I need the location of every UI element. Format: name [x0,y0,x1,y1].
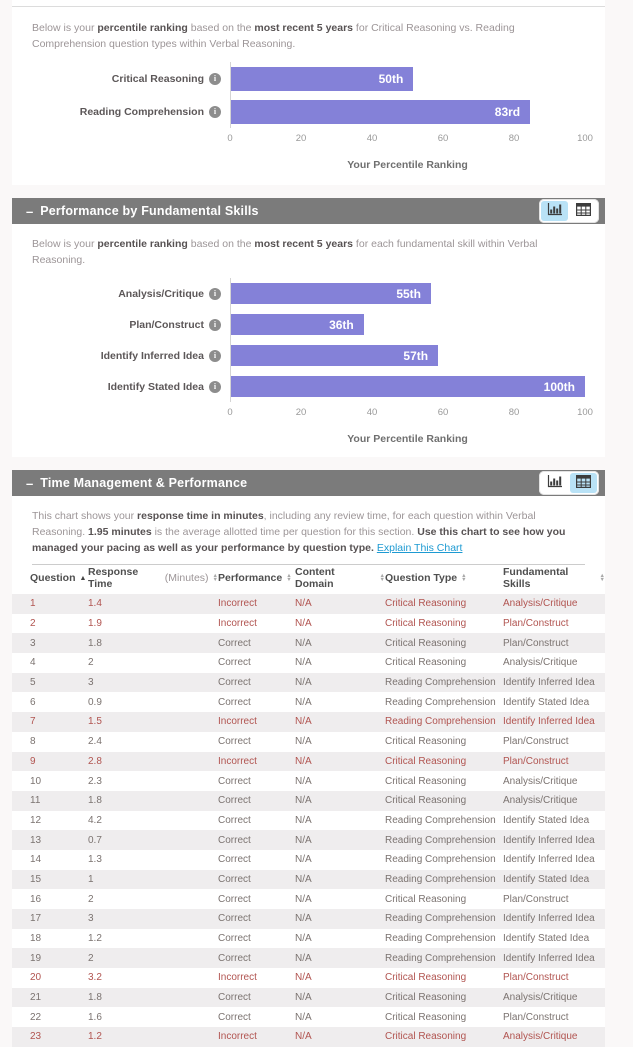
table-cell: N/A [295,834,312,846]
x-axis-tick-label: 60 [437,407,449,418]
table-row [12,889,605,909]
table-cell: Correct [218,637,251,649]
description-text: Below is your [32,22,98,34]
chart-bar-track [230,371,585,402]
table-cell: Correct [218,795,251,807]
chart-bar-track [230,309,585,340]
x-axis-tick-label: 20 [295,133,307,144]
table-cell: N/A [295,972,312,984]
table-cell: 19 [30,952,42,964]
info-icon[interactable]: i [209,106,221,118]
table-cell: 2 [88,952,94,964]
x-axis-tick-label: 100 [577,407,593,418]
bar-chart-icon [547,475,562,491]
column-header-unit: (Minutes) [164,572,209,584]
chart-bar-value-label: 83rd [494,104,521,119]
table-icon [576,203,591,219]
description-text: for each fundamental skill within Verbal Reasoning. [32,238,538,266]
table-cell: Identify Inferred Idea [503,913,595,925]
x-axis-tick-label: 80 [508,407,520,418]
table-cell: N/A [295,696,312,708]
chart-bar [231,314,364,335]
chart-bar [231,100,530,124]
table-cell: 1.5 [88,716,102,728]
table-cell: Analysis/Critique [503,992,578,1004]
table-cell: 1.3 [88,854,102,866]
table-cell: 11 [30,795,41,807]
table-cell: Critical Reasoning [385,657,467,669]
table-cell: Identify Inferred Idea [503,716,595,728]
table-cell: Reading Comprehension [385,933,496,945]
table-cell: Correct [218,913,251,925]
description-text: for Critical Reasoning vs. Reading Comprehension question types within Verbal Reasoning. [32,22,515,50]
column-header-fundamental-skills[interactable] [503,566,605,590]
chart-category [32,62,230,95]
table-cell: Analysis/Critique [503,1031,578,1043]
chart-bar-value-label: 100th [543,379,575,394]
table-cell: N/A [295,1011,312,1023]
table-cell: N/A [295,795,312,807]
info-icon[interactable]: i [209,288,221,300]
table-cell: N/A [295,1031,312,1043]
table-row [12,870,605,890]
table-cell: Critical Reasoning [385,992,467,1004]
x-axis-tick-label: 80 [508,133,520,144]
column-header-content-domain[interactable] [295,566,385,590]
table-row [12,692,605,712]
table-row [12,712,605,732]
table-cell: Reading Comprehension [385,834,496,846]
table-cell: N/A [295,755,312,767]
table-row [12,988,605,1008]
chart-bar-value-label: 50th [378,71,404,86]
description-bold-text: percentile ranking [97,238,188,250]
table-cell: 16 [30,893,42,905]
table-cell: Reading Comprehension [385,913,496,925]
table-cell: Plan/Construct [503,893,569,905]
table-cell: N/A [295,637,312,649]
table-row [12,929,605,949]
table-cell: Plan/Construct [503,1011,569,1023]
table-cell: Identify Stated Idea [503,933,590,945]
table-row [12,594,605,614]
info-icon[interactable]: i [209,319,221,331]
chart-bar [231,376,585,397]
table-row [12,771,605,791]
table-cell: N/A [295,598,312,610]
sort-icon: ▲ ▼ [212,572,218,583]
table-cell: Critical Reasoning [385,775,467,787]
table-cell: Incorrect [218,716,257,728]
chart-bar [231,345,438,366]
table-cell: Critical Reasoning [385,1031,467,1043]
table-cell: 0.9 [88,696,102,708]
collapse-icon[interactable]: – [26,203,34,219]
table-cell: 3 [30,637,36,649]
table-cell: 1.6 [88,1011,102,1023]
table-cell: Correct [218,657,251,669]
sort-icon: ▲ ▼ [379,572,385,583]
table-row [12,968,605,988]
table-cell: Plan/Construct [503,618,569,630]
description-text: based on the [187,22,255,34]
question-types-description [32,20,585,52]
chart-x-axis-label: Your Percentile Ranking [347,159,468,171]
table-cell: 14 [30,854,42,866]
column-header-label: Question [30,572,76,584]
table-cell: Critical Reasoning [385,893,467,905]
table-row [12,811,605,831]
table-cell: 3 [88,913,94,925]
table-cell: N/A [295,618,312,630]
table-cell: Reading Comprehension [385,873,496,885]
view-toggle-group [539,471,599,495]
divider [32,564,585,565]
info-icon[interactable]: i [209,381,221,393]
table-cell: Correct [218,933,251,945]
table-cell: N/A [295,913,312,925]
chart-bar-track [230,95,585,128]
x-axis-tick-label: 60 [437,133,449,144]
table-row [12,752,605,772]
table-cell: 22 [30,1011,42,1023]
table-cell: 2 [88,657,94,669]
table-cell: Reading Comprehension [385,854,496,866]
table-cell: N/A [295,677,312,689]
table-cell: Incorrect [218,618,257,630]
table-cell: Plan/Construct [503,736,569,748]
chart-category-label: Identify Stated Idea [107,380,204,393]
chart-bar-track [230,278,585,309]
table-cell: Reading Comprehension [385,814,496,826]
description-bold-text: response time in minutes [137,510,264,522]
chart-category [32,278,230,309]
table-cell: Reading Comprehension [385,952,496,964]
table-cell: N/A [295,657,312,669]
table-cell: 7 [30,716,36,728]
column-header-label: Performance [218,572,283,584]
table-row [12,653,605,673]
column-header-label: Question Type [385,572,458,584]
table-cell: Critical Reasoning [385,618,467,630]
table-cell: Identify Inferred Idea [503,854,595,866]
table-cell: N/A [295,736,312,748]
table-row [12,909,605,929]
table-row [12,1027,605,1047]
chart-bar-track [230,340,585,371]
chart-category-label: Identify Inferred Idea [100,349,204,362]
sort-ascending-icon: ▲ [79,574,87,582]
table-cell: Correct [218,873,251,885]
chart-x-axis [227,133,593,147]
info-icon[interactable]: i [209,73,221,85]
table-cell: Incorrect [218,598,257,610]
table-cell: 23 [30,1031,42,1043]
table-cell: 12 [30,814,42,826]
time-management-description [32,508,585,556]
table-cell: 1 [88,873,94,885]
description-text: based on the [187,238,255,250]
table-cell: 4 [30,657,36,669]
table-cell: Correct [218,677,251,689]
table-cell: 20 [30,972,42,984]
description-text: , including any review time, for each question within Verbal Reasoning. [32,510,536,538]
sort-icon: ▲ ▼ [286,572,292,583]
table-cell: 10 [30,775,42,787]
table-cell: Incorrect [218,1031,257,1043]
table-row [12,633,605,653]
bar-chart-view-button[interactable] [541,473,568,493]
sort-icon: ▲ ▼ [461,572,467,583]
table-view-button[interactable] [570,473,597,493]
description-text: This chart shows your [32,510,138,522]
table-cell: Correct [218,696,251,708]
table-cell: 2.8 [88,755,102,767]
description-bold-text: Use this chart to see how you managed your pacing as well as your performance by question type. [32,526,566,554]
fundamental-skills-section-header[interactable] [12,198,605,224]
description-bold-text: 1.95 minutes [88,526,152,538]
column-header-performance[interactable] [218,572,295,584]
table-cell: Correct [218,893,251,905]
collapse-icon[interactable]: – [26,475,34,491]
chart-category [32,309,230,340]
section-fundamental-skills [12,198,605,457]
chart-bar-value-label: 55th [396,286,421,301]
chart-bar [231,283,431,304]
description-text: Below is your [32,238,98,250]
chart-x-axis [227,407,593,421]
table-cell: N/A [295,854,312,866]
section-time-management [12,470,605,1047]
table-cell: Critical Reasoning [385,637,467,649]
bar-chart-view-button[interactable] [541,201,568,221]
table-cell: Incorrect [218,755,257,767]
chart-category [32,371,230,402]
chart-bar-track [230,62,585,95]
explain-this-chart-link[interactable]: Explain This Chart [376,542,463,554]
table-row [12,732,605,752]
table-row [12,850,605,870]
x-axis-tick-label: 40 [366,407,378,418]
description-bold-text: percentile ranking [97,22,188,34]
table-row [12,791,605,811]
chart-x-axis-label: Your Percentile Ranking [347,433,468,445]
table-cell: 2 [30,618,36,630]
table-row [12,1007,605,1027]
table-cell: 4.2 [88,814,102,826]
table-cell: 1.2 [88,933,102,945]
x-axis-tick-label: 100 [577,133,593,144]
x-axis-tick-label: 0 [227,133,233,144]
table-cell: Analysis/Critique [503,775,578,787]
fundamental-skills-description [32,236,585,268]
table-cell: N/A [295,873,312,885]
table-cell: N/A [295,814,312,826]
table-cell: Identify Inferred Idea [503,834,595,846]
table-cell: Correct [218,775,251,787]
table-cell: 1.8 [88,637,102,649]
table-cell: 2.4 [88,736,102,748]
section-title: Performance by Fundamental Skills [40,204,259,218]
table-row [12,614,605,634]
table-cell: 3 [88,677,94,689]
question-type-percentile-chart [32,62,593,171]
table-cell: Plan/Construct [503,637,569,649]
table-cell: Correct [218,854,251,866]
column-header-response-time[interactable] [88,566,218,590]
table-cell: 13 [30,834,42,846]
table-cell: Analysis/Critique [503,657,578,669]
table-row [12,830,605,850]
table-cell: Analysis/Critique [503,598,578,610]
column-header-label: Response Time [88,566,139,590]
table-cell: Identify Stated Idea [503,814,590,826]
table-cell: N/A [295,952,312,964]
description-bold-text: most recent 5 years [254,238,354,250]
table-cell: 2.3 [88,775,102,787]
view-toggle-group [539,199,599,223]
x-axis-tick-label: 40 [366,133,378,144]
chart-bar-value-label: 57th [403,348,429,363]
fundamental-skills-percentile-chart [32,278,593,445]
sort-icon: ▲ ▼ [599,572,605,583]
table-icon [576,475,591,491]
column-header-question-type[interactable] [385,572,503,584]
info-icon[interactable]: i [209,350,221,362]
table-cell: 17 [30,913,42,925]
table-cell: Reading Comprehension [385,677,496,689]
table-cell: Incorrect [218,972,257,984]
chart-category [32,95,230,128]
table-cell: 1.2 [88,1031,102,1043]
table-cell: 1.4 [88,598,102,610]
description-bold-text: most recent 5 years [254,22,354,34]
table-cell: 1.8 [88,992,102,1004]
table-cell: Identify Stated Idea [503,873,590,885]
table-cell: 1.8 [88,795,102,807]
table-cell: Identify Stated Idea [503,696,590,708]
table-cell: N/A [295,893,312,905]
table-cell: Correct [218,992,251,1004]
table-cell: Critical Reasoning [385,795,467,807]
table-cell: Correct [218,834,251,846]
bar-chart-icon [547,203,562,219]
table-cell: 21 [30,992,42,1004]
table-cell: 1 [30,598,36,610]
table-cell: 6 [30,696,36,708]
section-title: Time Management & Performance [40,476,248,490]
table-cell: Reading Comprehension [385,696,496,708]
table-cell: N/A [295,716,312,728]
time-performance-table [12,594,605,1047]
description-text: is the average allotted time per question for this section. [151,526,418,538]
table-cell: Identify Inferred Idea [503,952,595,964]
table-cell: 9 [30,755,36,767]
column-header-question[interactable] [30,572,88,584]
table-view-button[interactable] [570,201,597,221]
x-axis-tick-label: 0 [227,407,233,418]
table-cell: Critical Reasoning [385,972,467,984]
table-cell: Identify Inferred Idea [503,677,595,689]
table-cell: Critical Reasoning [385,598,467,610]
table-row [12,948,605,968]
table-cell: Critical Reasoning [385,1011,467,1023]
table-cell: Correct [218,1011,251,1023]
x-axis-tick-label: 20 [295,407,307,418]
table-cell: 5 [30,677,36,689]
table-cell: Critical Reasoning [385,755,467,767]
table-cell: Plan/Construct [503,972,569,984]
chart-category-label: Plan/Construct [129,318,204,331]
table-cell: N/A [295,933,312,945]
table-cell: Reading Comprehension [385,716,496,728]
section-question-type-percentiles [12,7,605,185]
table-cell: Correct [218,814,251,826]
table-cell: Plan/Construct [503,755,569,767]
table-cell: 8 [30,736,36,748]
time-management-section-header[interactable] [12,470,605,496]
chart-bar [231,67,413,91]
table-cell: N/A [295,992,312,1004]
chart-category-label: Critical Reasoning [111,72,204,85]
table-cell: 15 [30,873,42,885]
chart-category [32,340,230,371]
previous-section-bottom-edge [12,0,605,7]
table-cell: 2 [88,893,94,905]
table-cell: N/A [295,775,312,787]
table-cell: 18 [30,933,42,945]
table-cell: Correct [218,952,251,964]
table-cell: 1.9 [88,618,102,630]
table-cell: Correct [218,736,251,748]
table-cell: Critical Reasoning [385,736,467,748]
table-header-row [12,566,605,590]
column-header-label: Fundamental Skills [503,566,569,590]
table-cell: 3.2 [88,972,102,984]
chart-category-label: Analysis/Critique [118,287,204,300]
table-row [12,673,605,693]
table-cell: Analysis/Critique [503,795,578,807]
chart-category-label: Reading Comprehension [79,105,204,118]
table-cell: 0.7 [88,834,102,846]
column-header-label: Content Domain [295,566,335,590]
chart-bar-value-label: 36th [329,317,354,332]
